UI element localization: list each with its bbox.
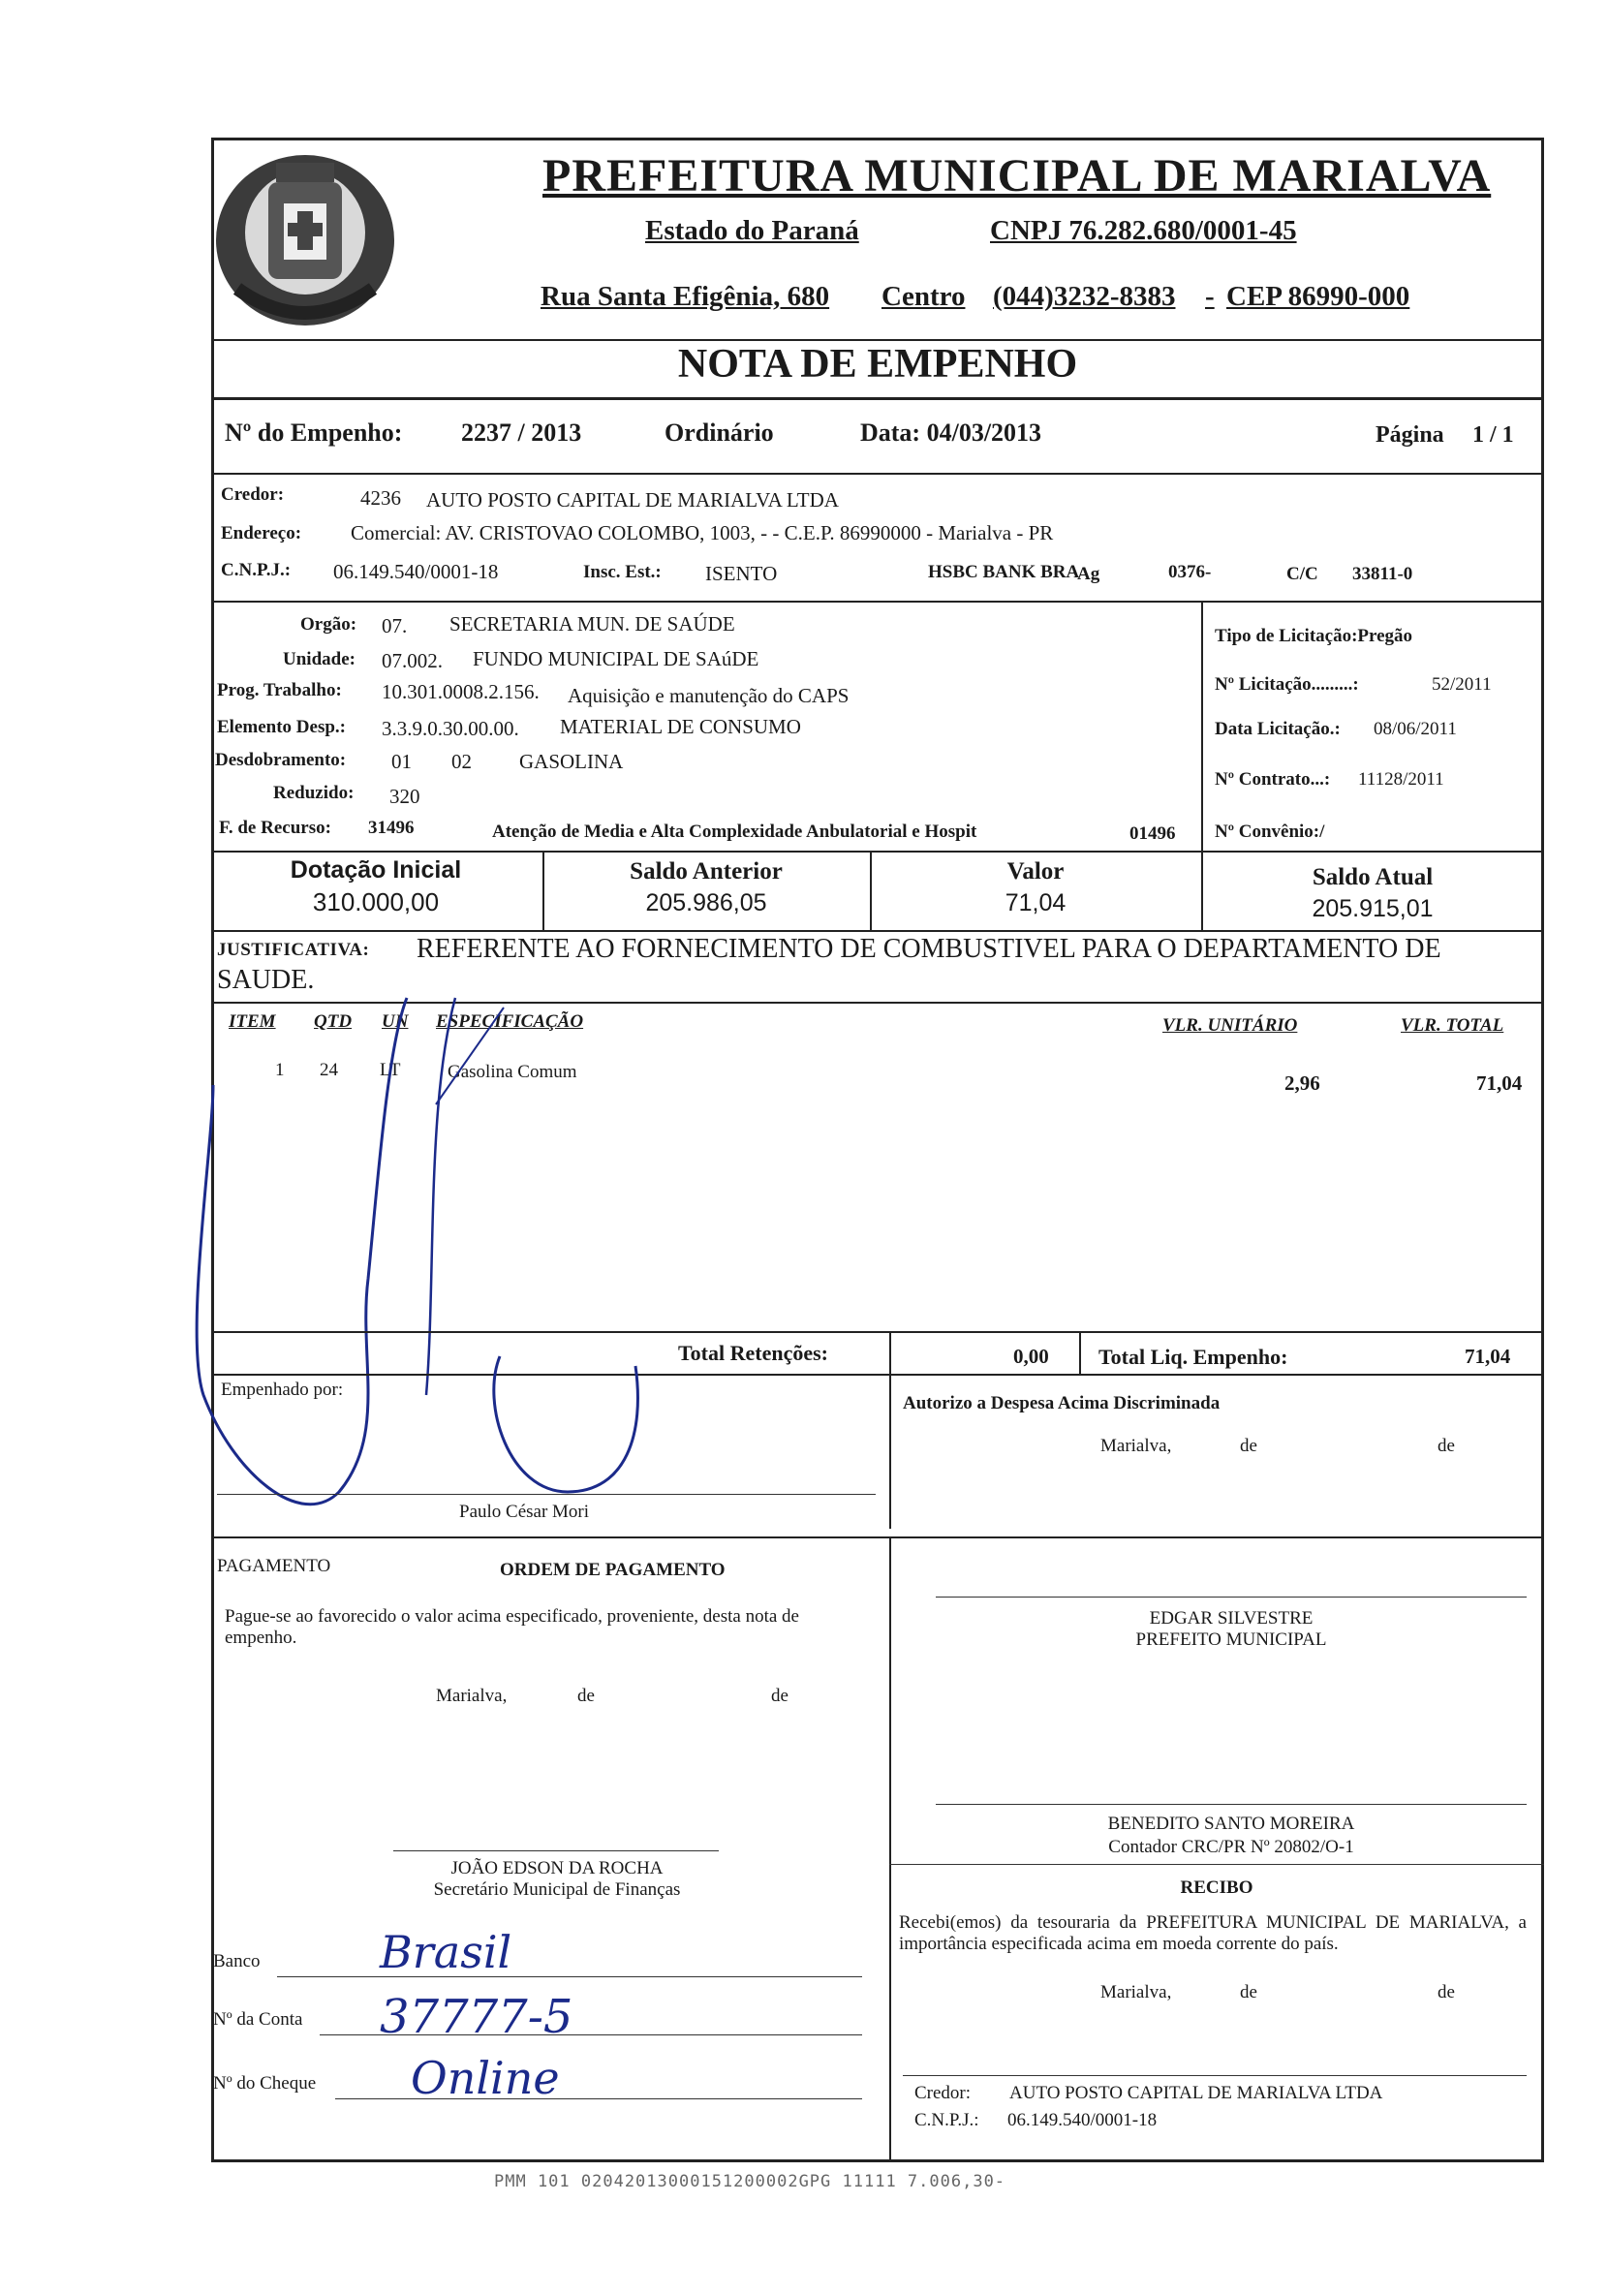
- autorizo-city: Marialva,: [1100, 1436, 1172, 1456]
- desdobramento-a: 01: [391, 750, 412, 773]
- pagamento-de-2: de: [771, 1686, 789, 1706]
- cheque-handwritten: Online: [411, 2052, 560, 2104]
- saldo-anterior-value: 205.986,05: [645, 889, 767, 916]
- empenhado-por-label: Empenhado por:: [221, 1380, 344, 1400]
- phone-separator: -: [1205, 281, 1215, 312]
- credor-address: Comercial: AV. CRISTOVAO COLOMBO, 1003, - - C.E.P. 86990000 - Marialva - PR: [351, 521, 1054, 544]
- orgao-label: Orgão:: [300, 614, 357, 635]
- reduzido-label: Reduzido:: [273, 783, 355, 803]
- pagamento-text: Pague-se ao favorecido o valor acima especificado, proveniente, desta nota de empenho.: [225, 1606, 799, 1648]
- unidade-label: Unidade:: [283, 649, 356, 669]
- insc-label: Insc. Est.:: [583, 562, 662, 582]
- recurso-desc: Atenção de Media e Alta Complexidade Anbulatorial e Hospit: [492, 822, 977, 842]
- autorizo-text: Autorizo a Despesa Acima Discriminada: [903, 1393, 1221, 1413]
- dotacao-value: 310.000,00: [312, 887, 440, 916]
- elemento-desc: MATERIAL DE CONSUMO: [560, 715, 801, 738]
- recibo-title: RECIBO: [1180, 1877, 1253, 1898]
- recibo-cnpj-label: C.N.P.J.:: [914, 2110, 979, 2130]
- conta-handwritten: 37777-5: [380, 1990, 573, 2044]
- prog-code: 10.301.0008.2.156.: [382, 680, 540, 703]
- elemento-label: Elemento Desp.:: [217, 717, 346, 737]
- insc-value: ISENTO: [705, 562, 778, 585]
- cnpj-label: CNPJ 76.282.680/0001-45: [990, 215, 1297, 246]
- credor-label: Credor:: [221, 484, 285, 505]
- item-number: 1: [275, 1060, 285, 1080]
- agency-number: 0376-: [1168, 562, 1212, 582]
- credor-cnpj: 06.149.540/0001-18: [333, 560, 499, 583]
- empenho-type: Ordinário: [665, 419, 774, 447]
- col-header-spec: ESPECIFICAÇÃO: [436, 1011, 584, 1032]
- tipo-licitacao: Tipo de Licitação:Pregão: [1215, 626, 1413, 646]
- recibo-de-2: de: [1438, 1982, 1455, 2002]
- convenio-label: Nº Convênio:/: [1215, 822, 1325, 842]
- phone-label: (044)3232-8383: [993, 281, 1176, 312]
- prefeito-name: EDGAR SILVESTRE: [1149, 1608, 1314, 1629]
- desdobramento-b: 02: [451, 750, 472, 773]
- contador-name: BENEDITO SANTO MOREIRA: [1107, 1814, 1355, 1834]
- col-header-qtd: QTD: [314, 1011, 353, 1032]
- secretario-title: Secretário Municipal de Finanças: [433, 1879, 681, 1900]
- page-title: PREFEITURA MUNICIPAL DE MARIALVA: [542, 150, 1492, 202]
- col-header-total: VLR. TOTAL: [1401, 1015, 1504, 1036]
- cheque-label: Nº do Cheque: [213, 2073, 317, 2094]
- justificativa-text-2: SAUDE.: [217, 965, 315, 995]
- banco-label: Banco: [213, 1951, 261, 1971]
- item-spec: Gasolina Comum: [448, 1062, 577, 1082]
- secretario-name: JOÃO EDSON DA ROCHA: [450, 1858, 664, 1878]
- credor-cnpj-label: C.N.P.J.:: [221, 560, 292, 580]
- item-unit-price: 2,96: [1284, 1071, 1320, 1095]
- signature-mark: [480, 1347, 655, 1511]
- contador-title: Contador CRC/PR Nº 20802/O-1: [1108, 1837, 1354, 1857]
- recurso-label: F. de Recurso:: [219, 818, 331, 838]
- ordem-pagamento-label: ORDEM DE PAGAMENTO: [500, 1560, 726, 1580]
- justificativa-text: REFERENTE AO FORNECIMENTO DE COMBUSTIVEL PARA O DEPARTAMENTO DE: [417, 934, 1441, 964]
- recibo-city: Marialva,: [1100, 1982, 1172, 2002]
- banco-handwritten: Brasil: [380, 1926, 512, 1978]
- page-number: 1 / 1: [1472, 422, 1514, 448]
- licitacao-date-label: Data Licitação.:: [1215, 719, 1341, 739]
- address-label: Rua Santa Efigênia, 680: [541, 281, 830, 312]
- item-un: LT: [380, 1060, 401, 1080]
- col-header-un: UN: [382, 1011, 409, 1032]
- account-label: C/C: [1286, 564, 1318, 584]
- credor-address-label: Endereço:: [221, 523, 302, 543]
- total-liq: 71,04: [1465, 1345, 1511, 1368]
- recurso-code: 31496: [368, 818, 415, 838]
- doc-title: NOTA DE EMPENHO: [677, 342, 1078, 387]
- recibo-credor-label: Credor:: [914, 2083, 972, 2103]
- recibo-text: Recebi(emos) da tesouraria da PREFEITURA MUNICIPAL DE MARIALVA, a importância especificada acima em moeda corrente do país.: [899, 1912, 1527, 1954]
- recibo-cnpj: 06.149.540/0001-18: [1007, 2110, 1158, 2130]
- recibo-credor: AUTO POSTO CAPITAL DE MARIALVA LTDA: [1009, 2083, 1383, 2103]
- account-number: 33811-0: [1352, 564, 1413, 584]
- total-retencoes: 0,00: [1013, 1345, 1049, 1368]
- contrato-label: Nº Contrato...:: [1215, 769, 1331, 790]
- desdobramento-label: Desdobramento:: [215, 750, 347, 770]
- elemento-code: 3.3.9.0.30.00.00.: [382, 717, 519, 740]
- licitacao-number: 52/2011: [1432, 674, 1492, 695]
- page-label: Página: [1376, 422, 1444, 448]
- conta-label: Nº da Conta: [213, 2009, 303, 2030]
- desdobramento-desc: GASOLINA: [519, 750, 624, 773]
- total-liq-label: Total Liq. Empenho:: [1098, 1345, 1288, 1369]
- licitacao-number-label: Nº Licitação.........:: [1215, 674, 1359, 695]
- licitacao-date: 08/06/2011: [1374, 719, 1457, 739]
- agency-label: Ag: [1077, 564, 1100, 584]
- saldo-atual-label: Saldo Atual: [1312, 864, 1434, 890]
- autorizo-de-2: de: [1438, 1436, 1455, 1456]
- empenhado-name: Paulo César Mori: [459, 1502, 590, 1522]
- cep-label: CEP 86990-000: [1226, 281, 1410, 312]
- state-label: Estado do Paraná: [645, 215, 859, 246]
- orgao-name: SECRETARIA MUN. DE SAÚDE: [449, 612, 735, 636]
- valor-value: 71,04: [1005, 889, 1067, 916]
- prog-desc: Aquisição e manutenção do CAPS: [568, 684, 850, 707]
- contrato-number: 11128/2011: [1358, 769, 1444, 790]
- district-label: Centro: [881, 281, 966, 312]
- saldo-anterior-label: Saldo Anterior: [630, 858, 783, 884]
- footer-code: PMM 101 02042013000151200002GPG 11111 7.006,30-: [494, 2172, 1006, 2191]
- dotacao-label: Dotação Inicial: [290, 856, 462, 884]
- item-total: 71,04: [1476, 1071, 1523, 1095]
- pagamento-city: Marialva,: [436, 1686, 508, 1706]
- pagamento-de-1: de: [577, 1686, 595, 1706]
- item-qtd: 24: [320, 1060, 338, 1080]
- unidade-code: 07.002.: [382, 649, 443, 672]
- recurso-code-2: 01496: [1129, 823, 1176, 844]
- empenho-number-label: Nº do Empenho:: [225, 419, 403, 447]
- saldo-atual-value: 205.915,01: [1312, 895, 1434, 922]
- recibo-de-1: de: [1240, 1982, 1257, 2002]
- col-header-item: ITEM: [229, 1011, 276, 1032]
- prog-label: Prog. Trabalho:: [217, 680, 342, 700]
- unidade-name: FUNDO MUNICIPAL DE SAúDE: [473, 647, 759, 670]
- total-retencoes-label: Total Retenções:: [678, 1341, 828, 1365]
- col-header-unit: VLR. UNITÁRIO: [1162, 1015, 1298, 1036]
- justificativa-label: JUSTIFICATIVA:: [217, 940, 370, 960]
- pagamento-label: PAGAMENTO: [217, 1556, 331, 1576]
- valor-label: Valor: [1006, 858, 1065, 884]
- bank-name: HSBC BANK BRA: [928, 562, 1080, 582]
- prefeito-title: PREFEITO MUNICIPAL: [1135, 1629, 1327, 1650]
- credor-code: 4236: [360, 486, 401, 510]
- orgao-code: 07.: [382, 614, 408, 637]
- empenho-number: 2237 / 2013: [461, 419, 582, 447]
- autorizo-de-1: de: [1240, 1436, 1257, 1456]
- credor-name: AUTO POSTO CAPITAL DE MARIALVA LTDA: [426, 488, 839, 512]
- empenho-date: Data: 04/03/2013: [860, 419, 1042, 447]
- reduzido-value: 320: [389, 785, 420, 808]
